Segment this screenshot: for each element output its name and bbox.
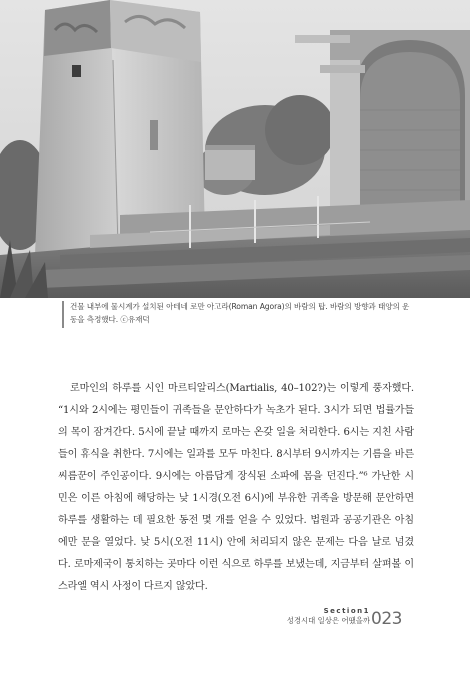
body-paragraph: 로마인의 하루를 시인 마르티알리스(Martialis, 40–102?)는 이렇게 풍자했다. “1시와 2시에는 평민들이 귀족들을 문안하다가 녹초가 된다. 3시가 되면 법률가들의 목이 잠겨간다. 5시에 끝날 때까지 로마는 온갖 일을 처리한다. 6시는 지친 사람들이 휴식을 취한다. 7시에는 일과를 모두 마친다. 8시부터 9시까지는 기름을 바른 씨름꾼이 주인공이다. 9시에는 아름답게 장식된 소파에 몸을 던진다.”⁶ 가난한 시민은 이른 아침에 해당하는 낮 1시경(오전 6시)에 부유한 귀족을 방문해 문안하면 하루를 생활하는 데 필요한 동전 몇 개를 얻을 수 있었다. 법원과 공공기관은 아침에만 문을 열었다. 낮 5시(오전 11시) 안에 처리되지 않은 문제는 다음 날로 넘겼다. 로마제국이 통치하는 곳마다 이런 식으로 하루를 보냈는데, 지금부터 살펴볼 이스라엘 역시 사정이 다르지 않았다. (58, 383, 414, 592)
caption-rule (62, 301, 64, 328)
section-label: Section1 (323, 607, 370, 615)
photo-tower-of-the-winds (0, 0, 470, 298)
body-text (58, 378, 414, 598)
page-number: 023 (371, 609, 402, 629)
chapter-title: 성경시대 일상은 어땠을까 (286, 616, 370, 625)
page-footer (286, 607, 402, 629)
photo-caption: 건물 내부에 물시계가 설치된 아테네 로만 아고라(Roman Agora)의 바람의 탑. 바람의 방향과 태양의 운동을 측정했다. ⓒ유재덕 (70, 302, 410, 324)
